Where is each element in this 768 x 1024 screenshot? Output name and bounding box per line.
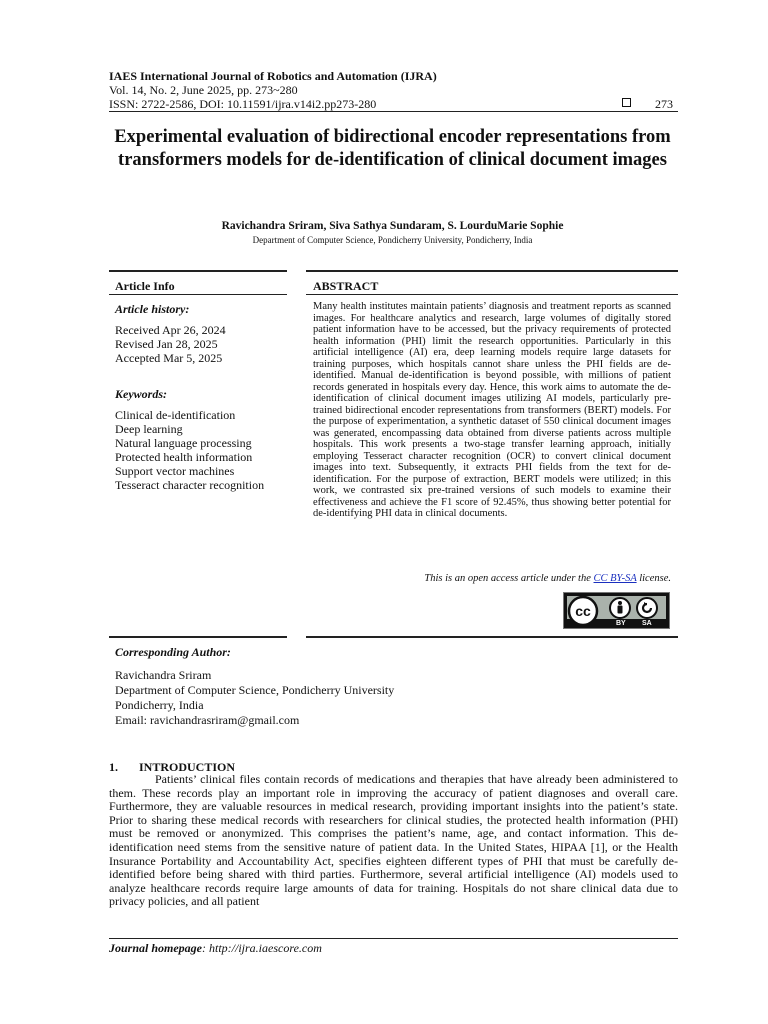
- introduction-paragraph: Patients’ clinical files contain records of medications and therapies that have already been administered to them. These records play an important role in improving the accuracy of patient diagnoses and overall care. Furthermore, they are valuable resources in medical research, providing important insights into the patient’s state. Prior to sharing these medical records with researchers for clinical studies, the protected health information (PHI) must be removed or anonymized. This comprises the patient’s name, age, and contact information. This de-identification need stems from the sensitive nature of patient data. In the United States, HIPAA [1], or the Health Insurance Portability and Accountability Act, specifies eighteen different types of PHI that must be carefully de-identified before being shared with third parties. Furthermore, several artificial intelligence (AI) models used to analyze healthcare records require large amounts of data for training. Hospitals do not share clinical data due to privacy policies, and all patient: [109, 772, 678, 909]
- article-info-heading: Article Info: [115, 279, 175, 293]
- license-line: [313, 573, 671, 584]
- abstract-rule: [306, 294, 678, 295]
- cc-logo-icon: [566, 595, 600, 627]
- history-revised: Revised Jan 28, 2025: [115, 337, 218, 351]
- badge-sa-label: SA: [642, 620, 652, 627]
- svg-text:cc: cc: [575, 603, 591, 619]
- keyword: Natural language processing: [115, 436, 252, 450]
- keyword: Tesseract character recognition: [115, 478, 265, 492]
- keyword: Deep learning: [115, 422, 183, 436]
- keywords-heading: Keywords:: [115, 387, 167, 401]
- abstract-heading: ABSTRACT: [313, 279, 379, 293]
- homepage-label: Journal homepage: [109, 941, 203, 955]
- cc-by-sa-badge[interactable]: [563, 592, 670, 629]
- authors: Ravichandra Sriram, Siva Sathya Sundaram, S. LourduMarie Sophie: [221, 220, 564, 232]
- history-list: [115, 323, 226, 365]
- volume-line: Vol. 14, No. 2, June 2025, pp. 273~280: [109, 83, 298, 97]
- page-number: 273: [655, 97, 673, 111]
- article-info-top-rule: [109, 270, 287, 272]
- attribution-icon: [609, 597, 631, 619]
- introduction-heading: 1. INTRODUCTION: [109, 760, 236, 774]
- footer-rule: [109, 938, 678, 939]
- issn-line: ISSN: 2722-2586, DOI: 10.11591/ijra.v14i2.pp273-280: [109, 97, 377, 111]
- corresponding-place: Pondicherry, India: [115, 698, 204, 712]
- history-received: Received Apr 26, 2024: [115, 323, 226, 337]
- abstract-text: Many health institutes maintain patients’ diagnosis and treatment reports as scanned images. For healthcare analytics and research, large volumes of digitally stored patient information have to be accessed, but the privacy requirements of protected health information (PHI) limit the research opportunities. Particularly in this artificial intelligence (AI) era, deep learning models require large datasets for training purposes, which hospitals cannot share unless the PHI fields are de-identified. Manual de-identification is beyond possible, with millions of patient records generated in hospitals every day. Hence, this work aims to automate the de-identification of clinical document images utilizing AI models, particularly pre-trained bidirectional encoder representations from transformers (BERT) models. For the purpose of experimentation, a synthetic dataset of 550 clinical document images was generated, encompassing data obtained from diverse patients across multiple hospitals. This work presents a two-stage transfer learning approach, initially employing Tesseract character recognition (OCR) to convert clinical document images into text. Subsequently, it extracts PHI fields from the text for de-identification. For the purpose of extraction, BERT models were utilized; in this work, we contrasted six pre-trained versions of such models to examine their effectiveness and achieve the F1 score of 92.45%, thus showing better potential for de-identifying PHI data in clinical documents.: [313, 301, 671, 519]
- history-heading: Article history:: [115, 302, 190, 316]
- article-info-bottom-rule: [109, 636, 287, 638]
- introduction-body: [109, 773, 678, 909]
- license-suffix: license.: [636, 573, 671, 584]
- keyword: Protected health information: [115, 450, 253, 464]
- corresponding-name: Ravichandra Sriram: [115, 668, 212, 682]
- paper-title: Experimental evaluation of bidirectional encoder representations from transformers models for de-identification of clinical document images: [114, 127, 671, 170]
- journal-homepage: [109, 941, 322, 956]
- corresponding-heading: Corresponding Author:: [115, 645, 231, 659]
- share-alike-icon: [636, 597, 658, 619]
- journal-name: IAES International Journal of Robotics and Automation (IJRA): [109, 69, 437, 83]
- keywords-list: [115, 408, 264, 492]
- badge-by-label: BY: [616, 620, 626, 627]
- header-rule: [109, 111, 678, 112]
- homepage-url[interactable]: : http://ijra.iaescore.com: [202, 941, 322, 955]
- keyword: Clinical de-identification: [115, 408, 236, 422]
- square-bullet-icon: [622, 98, 631, 107]
- corresponding-dept: Department of Computer Science, Pondicherry University: [115, 683, 395, 697]
- history-accepted: Accepted Mar 5, 2025: [115, 351, 223, 365]
- article-info-rule: [109, 294, 287, 295]
- affiliation: Department of Computer Science, Pondicherry University, Pondicherry, India: [252, 235, 533, 245]
- corresponding-email: Email: ravichandrasriram@gmail.com: [115, 713, 300, 727]
- cc-by-sa-link[interactable]: CC BY-SA: [593, 573, 637, 584]
- corresponding-details: [115, 668, 394, 728]
- keyword: Support vector machines: [115, 464, 235, 478]
- license-prefix: This is an open access article under the: [424, 573, 594, 584]
- abstract-top-rule: [306, 270, 678, 272]
- abstract-bottom-rule: [306, 636, 678, 638]
